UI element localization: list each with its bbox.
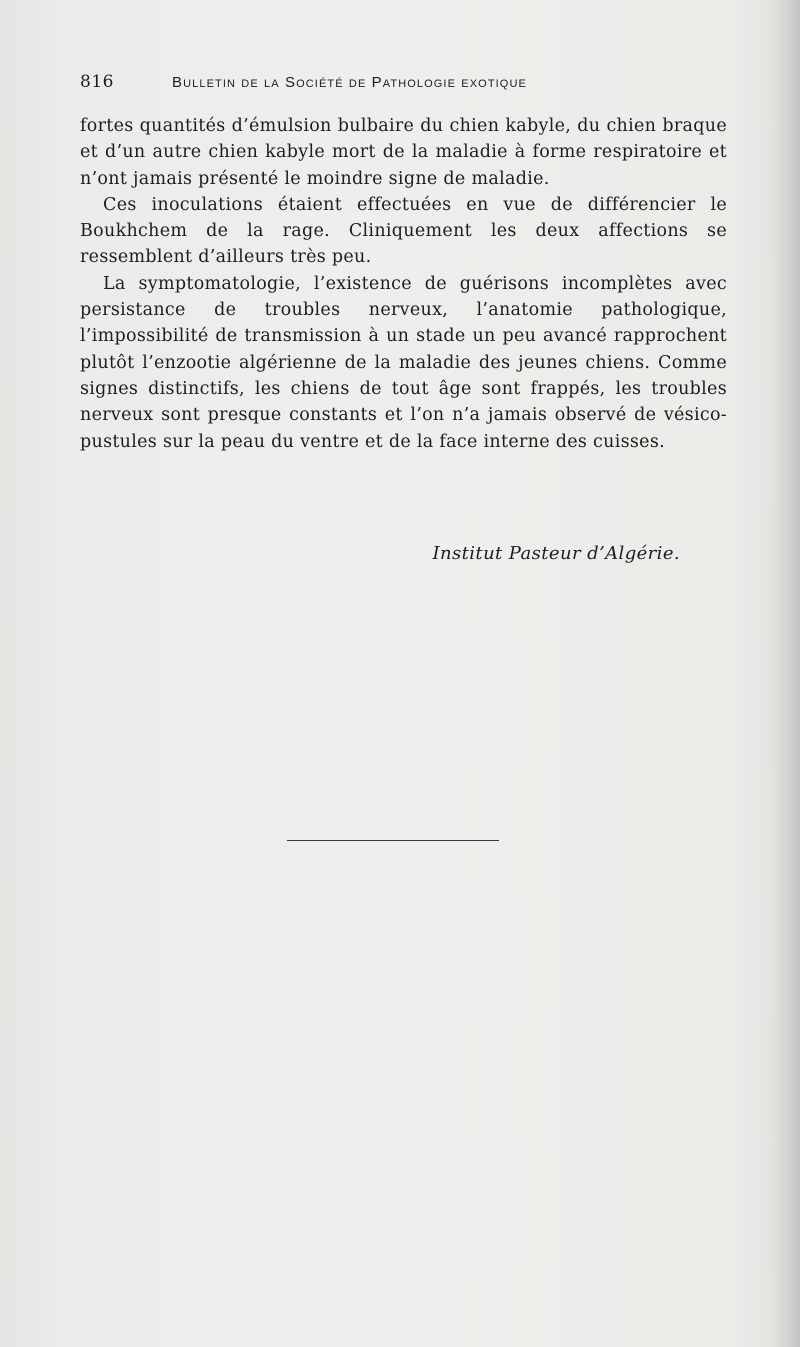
paragraph-symptomatology: La symptomatologie, l’existence de guérisons incomplètes avec persistance de troubles nerveux, l’anatomie pathologique, l’impossibilité de transmission à un stade un peu avancé rapprochent plutôt l’enzootie algérienne de la maladie des jeunes chiens. Comme signes distinctifs, les chiens de tout âge sont frappés, les troubles nerveux sont presque constants et l’on n’a jamais observé de vésico-pustules sur la peau du ventre et de la face interne des cuisses. (80, 273, 727, 452)
body-text (80, 113, 727, 455)
running-title: Bulletin de la Société de Pathologie exotique (172, 74, 527, 91)
signature: Institut Pasteur d’Algérie. (432, 543, 680, 564)
section-divider (287, 840, 499, 841)
paragraph-continued: fortes quantités d’émulsion bulbaire du chien kabyle, du chien braque et d’un autre chien kabyle mort de la maladie à forme respiratoire et n’ont jamais présenté le moindre signe de maladie. (80, 116, 727, 189)
page-header (80, 72, 730, 98)
page-number: 816 (80, 72, 114, 92)
paragraph-inoculations: Ces inoculations étaient effectuées en vue de différencier le Boukhchem de la rage. Cliniquement les deux affections se ressemblent d’ailleurs très peu. (80, 194, 727, 268)
